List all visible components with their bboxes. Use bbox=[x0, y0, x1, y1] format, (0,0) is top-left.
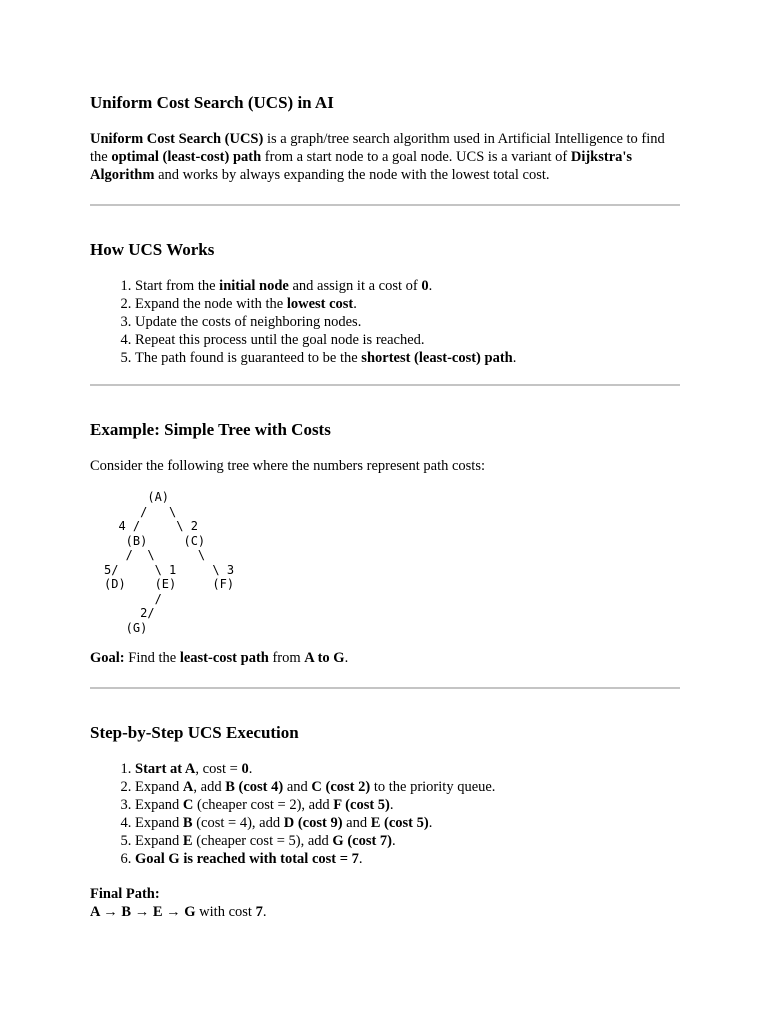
document-body bbox=[90, 93, 680, 921]
list-item: 3. Update the costs of neighboring nodes. bbox=[135, 313, 680, 331]
example-description: Consider the following tree where the numbers represent path costs: bbox=[90, 458, 486, 474]
intro-text: and works by always expanding the node with the lowest total cost. bbox=[154, 167, 550, 183]
steps-heading: Step-by-Step UCS Execution bbox=[90, 723, 299, 742]
final-path-label: Final Path: bbox=[90, 886, 160, 902]
list-item: 1. Start at A, cost = 0. bbox=[135, 760, 680, 778]
list-item: 5. The path found is guaranteed to be the shortest (least-cost) path. bbox=[135, 349, 680, 367]
final-path: A → B → E → G with cost 7. bbox=[90, 904, 267, 920]
how-heading: How UCS Works bbox=[90, 240, 215, 259]
list-item: 2. Expand A, add B (cost 4) and C (cost 2) to the priority queue. bbox=[135, 778, 680, 796]
list-item: 3. Expand C (cheaper cost = 2), add F (cost 5). bbox=[135, 796, 680, 814]
intro-paragraph bbox=[90, 130, 680, 184]
intro-term-optimal: optimal (least-cost) path bbox=[111, 149, 262, 165]
list-item: 1. Start from the initial node and assign it a cost of 0. bbox=[135, 277, 680, 295]
tree-diagram: (A) / \ 4 / \ 2 (B) (C) / \ \ 5/ \ 1 \ 3 (D) (E) (F) / 2/ (G) bbox=[104, 490, 235, 635]
intro-text: from a start node to a goal node. UCS is a variant of bbox=[261, 149, 571, 165]
steps-list bbox=[90, 760, 680, 868]
list-item: 4. Repeat this process until the goal node is reached. bbox=[135, 331, 680, 349]
intro-term-dijkstra: Dijkstra's Algorithm bbox=[90, 149, 633, 183]
page-title: Uniform Cost Search (UCS) in AI bbox=[90, 93, 334, 112]
list-item: 2. Expand the node with the lowest cost. bbox=[135, 295, 680, 313]
how-list bbox=[90, 277, 680, 367]
goal-paragraph: Goal: Find the least-cost path from A to G. bbox=[90, 650, 349, 666]
list-item: 5. Expand E (cheaper cost = 5), add G (cost 7). bbox=[135, 832, 680, 850]
intro-term-ucs: Uniform Cost Search (UCS) bbox=[90, 131, 264, 147]
list-item: 4. Expand B (cost = 4), add D (cost 9) and E (cost 5). bbox=[135, 814, 680, 832]
example-heading: Example: Simple Tree with Costs bbox=[90, 420, 331, 439]
list-item: 6. Goal G is reached with total cost = 7. bbox=[135, 850, 680, 868]
intro-text: is a graph/tree search algorithm used in Artificial Intelligence to find the bbox=[90, 131, 665, 165]
